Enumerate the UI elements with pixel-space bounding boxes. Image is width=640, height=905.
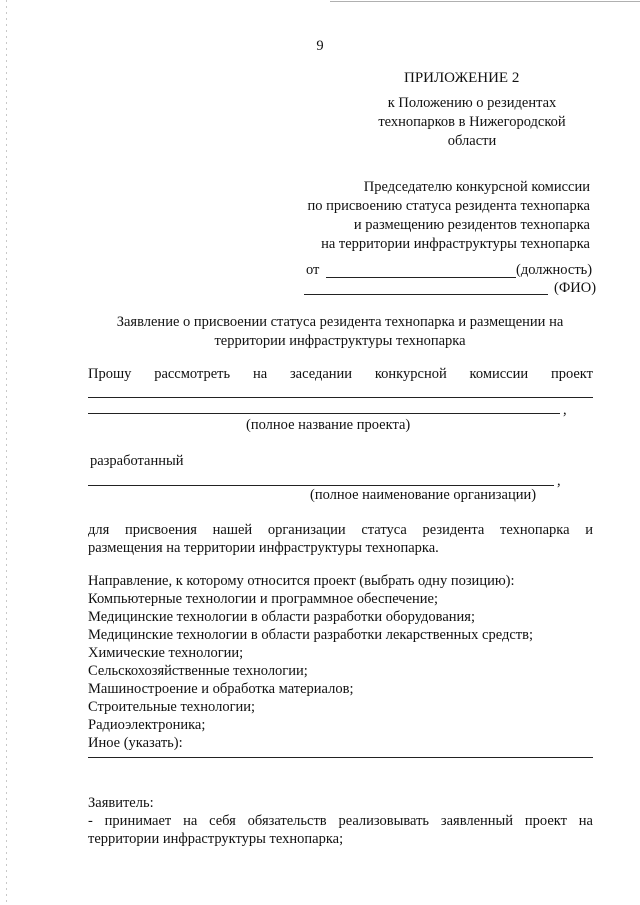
heading-line: территории инфраструктуры технопарка	[214, 333, 466, 349]
purpose-word: резидента	[422, 522, 485, 538]
purpose-word: статуса	[361, 522, 407, 538]
direction-item: Машиностроение и обработка материалов;	[88, 681, 354, 697]
applicant-line-1	[88, 813, 593, 830]
project-comma: ,	[563, 402, 567, 418]
direction-item-other: Иное (указать):	[88, 735, 183, 751]
request-word: рассмотреть	[154, 366, 231, 382]
applicant-word: обязательств	[247, 813, 327, 829]
applicant-word: реализовывать	[338, 813, 430, 829]
heading-line: Заявление о присвоении статуса резидента технопарка и размещении на	[116, 314, 564, 330]
request-word: проект	[550, 366, 594, 382]
request-word: заседании	[289, 366, 353, 382]
direction-item: Компьютерные технологии и программное обеспечение;	[88, 591, 439, 607]
applicant-word: проект	[524, 813, 567, 829]
directions-intro: Направление, к которому относится проект (выбрать одну позицию):	[88, 573, 515, 589]
application-heading	[60, 313, 620, 351]
applicant-word: заявленный	[440, 813, 514, 829]
org-label: (полное наименование организации)	[310, 487, 537, 503]
addressee-line: Председателю конкурсной комиссии	[363, 179, 590, 195]
request-line	[88, 366, 593, 383]
request-word: на	[252, 366, 268, 382]
purpose-line-1	[88, 522, 593, 539]
request-word: Прошу	[88, 366, 132, 382]
applicant-word: себя	[209, 813, 236, 829]
project-label: (полное название проекта)	[246, 417, 411, 433]
project-blank-line-2[interactable]	[88, 413, 560, 414]
request-word: комиссии	[469, 366, 529, 382]
page-number: 9	[316, 38, 324, 54]
position-label: (должность)	[516, 262, 593, 278]
scan-left-edge	[6, 0, 7, 905]
applicant-label: Заявитель:	[88, 795, 154, 811]
org-blank-line[interactable]	[88, 485, 554, 486]
appendix-subtitle	[352, 94, 592, 151]
purpose-word: и	[585, 522, 593, 538]
developed-by-label: разработанный	[90, 453, 184, 469]
direction-item: Медицинские технологии в области разработки лекарственных средств;	[88, 627, 534, 643]
appendix-subtitle-line: области	[447, 133, 497, 149]
purpose-word: технопарка	[500, 522, 570, 538]
request-word: конкурсной	[374, 366, 447, 382]
direction-item: Химические технологии;	[88, 645, 244, 661]
name-blank-line[interactable]	[304, 294, 548, 295]
applicant-line-2: территории инфраструктуры технопарка;	[88, 831, 344, 847]
purpose-line-2: размещения на территории инфраструктуры технопарка.	[88, 540, 439, 556]
purpose-word: для	[88, 522, 110, 538]
org-comma: ,	[557, 473, 561, 489]
direction-item: Медицинские технологии в области разработки оборудования;	[88, 609, 475, 625]
addressee-block	[260, 178, 590, 254]
purpose-word: нашей	[212, 522, 253, 538]
addressee-line: и размещению резидентов технопарка	[353, 217, 590, 233]
direction-item: Радиоэлектроника;	[88, 717, 206, 733]
direction-item: Сельскохозяйственные технологии;	[88, 663, 308, 679]
addressee-line: на территории инфраструктуры технопарка	[321, 236, 590, 252]
addressee-line: по присвоению статуса резидента технопарка	[307, 198, 590, 214]
appendix-subtitle-line: технопарков в Нижегородской	[378, 114, 566, 130]
applicant-word: принимает	[104, 813, 172, 829]
direction-item: Строительные технологии;	[88, 699, 256, 715]
appendix-title: ПРИЛОЖЕНИЕ 2	[404, 70, 520, 86]
name-label: (ФИО)	[554, 280, 597, 296]
project-blank-line-1[interactable]	[88, 397, 593, 398]
from-label: от	[306, 262, 320, 278]
applicant-word: -	[88, 813, 93, 829]
purpose-word: присвоения	[124, 522, 197, 538]
applicant-word: на	[183, 813, 198, 829]
other-blank-line[interactable]	[88, 757, 593, 758]
scan-top-edge	[330, 1, 640, 2]
applicant-word: на	[578, 813, 593, 829]
purpose-word: организации	[267, 522, 346, 538]
position-blank-line[interactable]	[326, 277, 516, 278]
appendix-subtitle-line: к Положению о резидентах	[387, 95, 557, 111]
